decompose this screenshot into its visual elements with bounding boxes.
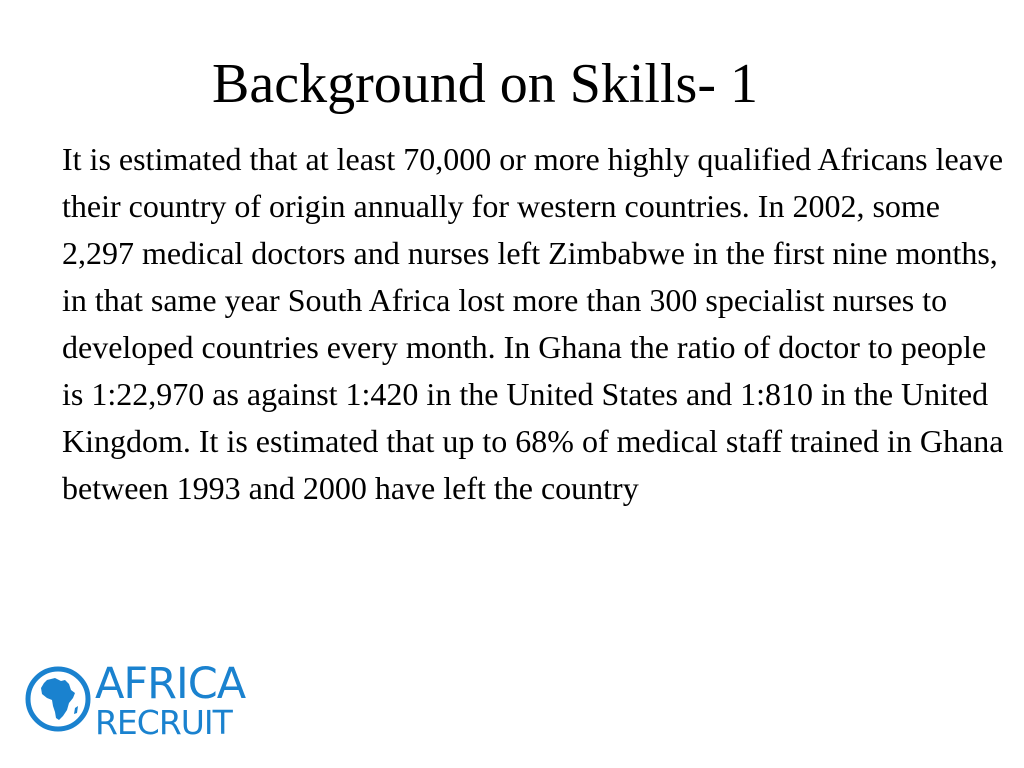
africa-recruit-logo: [25, 659, 255, 744]
africa-globe-icon: [25, 666, 91, 732]
slide-title: Background on Skills- 1: [212, 53, 758, 115]
logo-text-africa: AFRICA: [95, 659, 246, 709]
slide-body-text: It is estimated that at least 70,000 or more highly qualified Africans leave their country of origin annually for western countries. In 2002, some 2,297 medical doctors and nurses left Zimbabwe in the first nine months, in that same year South Africa lost more than 300 specialist nurses to developed countries every month. In Ghana the ratio of doctor to people is 1:22,970 as against 1:420 in the United States and 1:810 in the United Kingdom. It is estimated that up to 68% of medical staff trained in Ghana between 1993 and 2000 have left the country: [62, 141, 1004, 506]
logo-text-recruit: RECRUIT: [95, 703, 232, 742]
